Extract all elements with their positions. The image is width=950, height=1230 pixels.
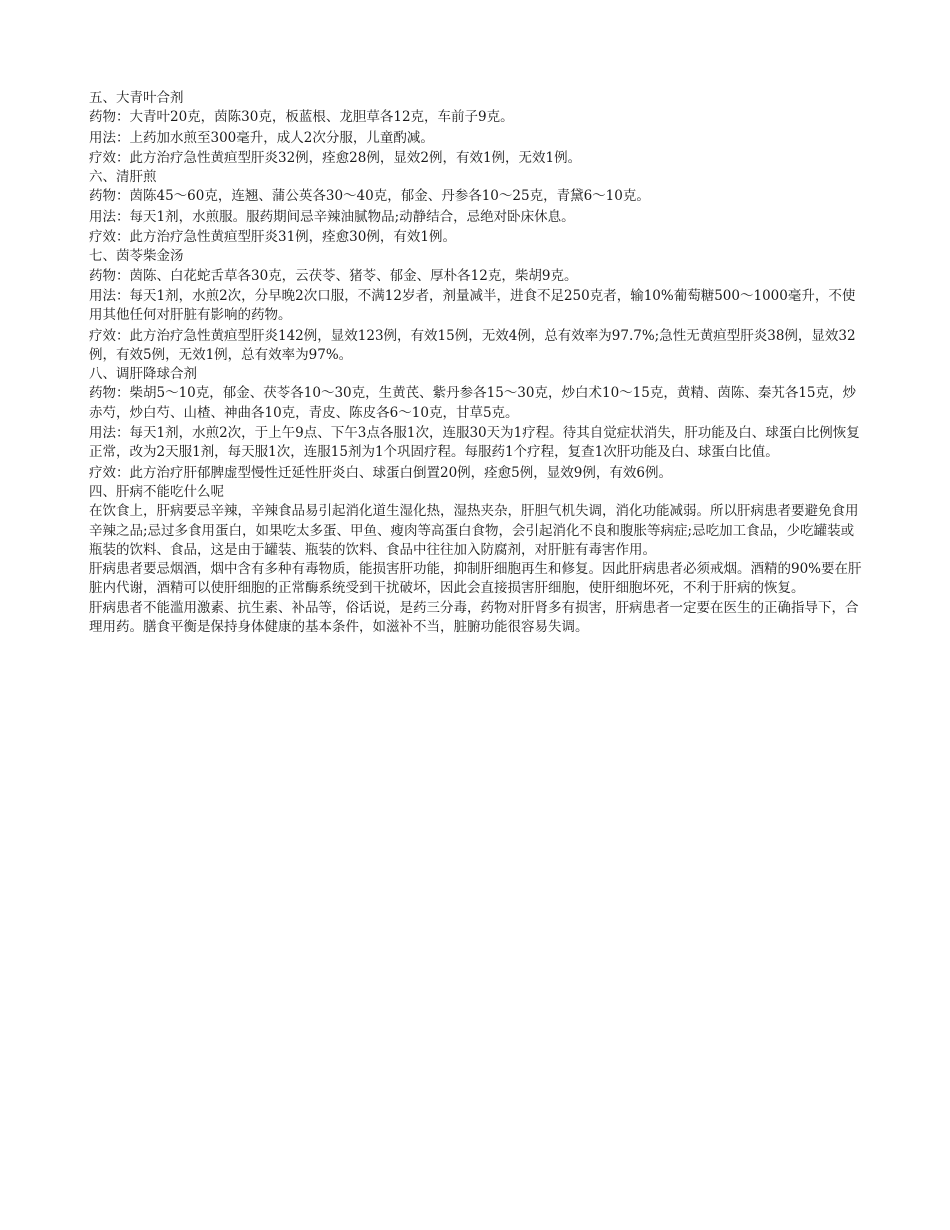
diet-paragraph: 肝病患者要忌烟酒，烟中含有多种有毒物质，能损害肝功能，抑制肝细胞再生和修复。因此肝病患者必须戒烟。酒精的90%要在肝脏内代谢，酒精可以使肝细胞的正常酶系统受到干扰破坏，因此会直接损害肝细胞，使肝细胞坏死，不利于肝病的恢复。: [89, 561, 862, 597]
efficacy-paragraph: 疗效：此方治疗急性黄疸型肝炎32例，痊愈28例，显效2例，有效1例，无效1例。: [89, 149, 582, 166]
usage-paragraph: 用法：每天1剂，水煎2次，于上午9点、下午3点各服1次，连服30天为1疗程。待其自觉症状消失，肝功能及白、球蛋白比例恢复正常，改为2天服1剂，每天服1次，连服15剂为1个巩固疗程。每服药1个疗程，复查1次肝功能及白、球蛋白比值。: [89, 425, 860, 461]
usage-paragraph: 用法：上药加水煎至300毫升，成人2次分服，儿童酌减。: [89, 129, 434, 146]
ingredients-paragraph: 药物：茵陈、白花蛇舌草各30克，云茯苓、猪苓、郁金、厚朴各12克，柴胡9克。: [89, 267, 578, 284]
ingredients-paragraph: 药物：柴胡5～10克，郁金、茯苓各10～30克，生黄芪、紫丹参各15～30克，炒白术10～15克，黄精、茵陈、秦艽各15克，炒赤芍，炒白芍、山楂、神曲各10克，青皮、陈皮各6～10克，甘草5克。: [89, 385, 857, 421]
section-heading: 六、清肝煎: [89, 169, 157, 186]
section-tiaogan: [89, 365, 865, 483]
section-heading: 八、调肝降球合剂: [89, 366, 197, 383]
efficacy-paragraph: 疗效：此方治疗急性黄疸型肝炎142例，显效123例，有效15例，无效4例，总有效率为97.7%;急性无黄疸型肝炎38例，显效32例，有效5例，无效1例，总有效率为97%。: [89, 327, 856, 363]
ingredients-paragraph: 药物：茵陈45～60克，连翘、蒲公英各30～40克，郁金、丹参各10～25克，青黛6～10克。: [89, 188, 650, 205]
diet-paragraph: 在饮食上，肝病要忌辛辣，辛辣食品易引起消化道生湿化热，湿热夹杂，肝胆气机失调，消化功能减弱。所以肝病患者要避免食用辛辣之品;忌过多食用蛋白，如果吃太多蛋、甲鱼、瘦肉等高蛋白食物，会引起消化不良和腹胀等病症;忌吃加工食品，少吃罐装或瓶装的饮料、食品，这是由于罐装、瓶装的饮料、食品中往往加入防腐剂，对肝脏有毒害作用。: [89, 503, 859, 558]
section-heading: 七、茵苓柴金汤: [89, 248, 184, 265]
section-diet: [89, 483, 865, 637]
section-qinggan: [89, 168, 865, 247]
efficacy-paragraph: 疗效：此方治疗肝郁脾虚型慢性迁延性肝炎白、球蛋白倒置20例，痊愈5例，显效9例，有效6例。: [89, 464, 672, 481]
efficacy-paragraph: 疗效：此方治疗急性黄疸型肝炎31例，痊愈30例，有效1例。: [89, 229, 456, 246]
section-yinling: [89, 247, 865, 365]
section-heading: 四、肝病不能吃什么呢: [89, 483, 224, 500]
ingredients-paragraph: 药物：大青叶20克，茵陈30克，板蓝根、龙胆草各12克，车前子9克。: [89, 109, 514, 126]
usage-paragraph: 用法：每天1剂，水煎服。服药期间忌辛辣油腻物品;动静结合，忌绝对卧床休息。: [89, 208, 575, 225]
document-body: [89, 89, 865, 637]
diet-paragraph: 肝病患者不能滥用激素、抗生素、补品等，俗话说，是药三分毒，药物对肝肾多有损害，肝病患者一定要在医生的正确指导下，合理用药。膳食平衡是保持身体健康的基本条件，如滋补不当，脏腑功能很容易失调。: [89, 599, 859, 636]
section-dagingye: [89, 89, 865, 168]
usage-paragraph: 用法：每天1剂，水煎2次，分早晚2次口服，不满12岁者，剂量减半，进食不足250克者，输10%葡萄糖500～1000毫升，不使用其他任何对肝脏有影响的药物。: [89, 287, 856, 324]
section-heading: 五、大青叶合剂: [89, 90, 184, 106]
